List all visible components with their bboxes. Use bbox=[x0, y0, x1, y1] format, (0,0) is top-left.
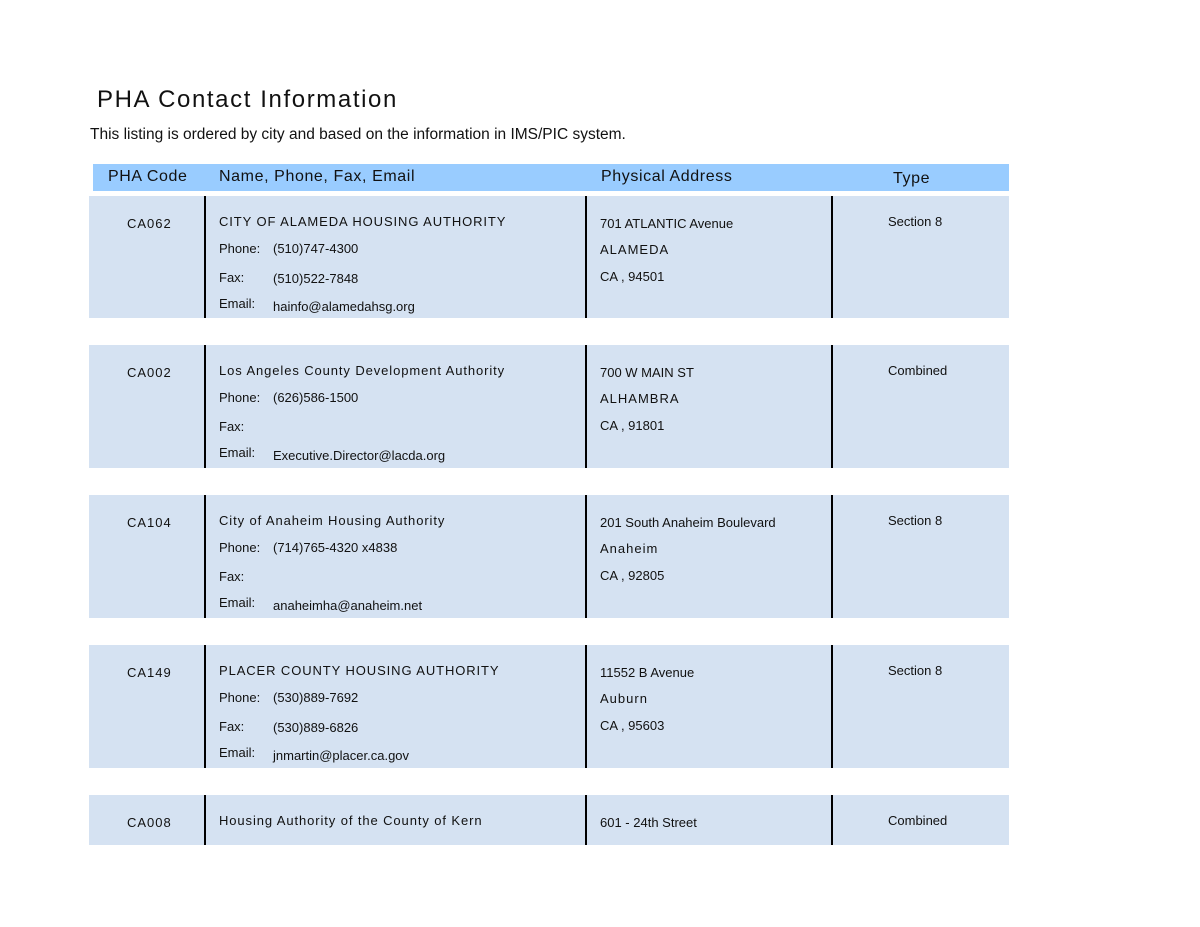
phone-value: (530)889-7692 bbox=[273, 690, 359, 705]
address-state-zip: CA , 94501 bbox=[600, 269, 665, 284]
pha-type: Combined bbox=[888, 813, 948, 828]
address-street: 201 South Anaheim Boulevard bbox=[600, 515, 776, 530]
email-label: Email: bbox=[219, 745, 256, 760]
pha-type: Combined bbox=[888, 363, 948, 378]
column-divider bbox=[831, 196, 833, 318]
email-value: hainfo@alamedahsg.org bbox=[273, 299, 415, 314]
column-divider bbox=[831, 795, 833, 845]
pha-code: CA008 bbox=[127, 815, 172, 830]
column-divider bbox=[585, 196, 587, 318]
fax-label: Fax: bbox=[219, 270, 245, 285]
column-divider bbox=[204, 795, 206, 845]
email-value: anaheimha@anaheim.net bbox=[273, 598, 423, 613]
phone-label: Phone: bbox=[219, 540, 261, 555]
address-city: Auburn bbox=[600, 691, 648, 706]
column-divider bbox=[831, 345, 833, 468]
phone-value: (714)765-4320 x4838 bbox=[273, 540, 398, 555]
pha-code: CA104 bbox=[127, 515, 172, 530]
phone-label: Phone: bbox=[219, 241, 261, 256]
column-divider bbox=[831, 645, 833, 768]
address-state-zip: CA , 92805 bbox=[600, 568, 665, 583]
record-row bbox=[89, 645, 1009, 768]
address-state-zip: CA , 91801 bbox=[600, 418, 665, 433]
address-street: 700 W MAIN ST bbox=[600, 365, 694, 380]
pha-name: Los Angeles County Development Authority bbox=[219, 363, 506, 378]
record-row bbox=[89, 795, 1009, 845]
column-header-name: Name, Phone, Fax, Email bbox=[219, 168, 416, 185]
address-street: 601 - 24th Street bbox=[600, 815, 697, 830]
pha-type: Section 8 bbox=[888, 214, 943, 229]
record-row bbox=[89, 345, 1009, 468]
email-value: Executive.Director@lacda.org bbox=[273, 448, 446, 463]
fax-value: (530)889-6826 bbox=[273, 720, 359, 735]
address-city: ALHAMBRA bbox=[600, 391, 680, 406]
column-divider bbox=[585, 645, 587, 768]
record-row bbox=[89, 196, 1009, 318]
fax-label: Fax: bbox=[219, 419, 245, 434]
column-divider bbox=[204, 345, 206, 468]
address-street: 11552 B Avenue bbox=[600, 665, 695, 680]
column-divider bbox=[585, 495, 587, 618]
pha-type: Section 8 bbox=[888, 663, 943, 678]
pha-name: City of Anaheim Housing Authority bbox=[219, 513, 446, 528]
pha-code: CA062 bbox=[127, 216, 172, 231]
record-row bbox=[89, 495, 1009, 618]
column-divider bbox=[204, 196, 206, 318]
pha-name: PLACER COUNTY HOUSING AUTHORITY bbox=[219, 663, 500, 678]
column-header-type: Type bbox=[893, 170, 931, 187]
page-title: PHA Contact Information bbox=[97, 86, 398, 113]
email-label: Email: bbox=[219, 595, 256, 610]
fax-label: Fax: bbox=[219, 719, 245, 734]
phone-label: Phone: bbox=[219, 390, 261, 405]
fax-label: Fax: bbox=[219, 569, 245, 584]
pha-code: CA149 bbox=[127, 665, 172, 680]
phone-label: Phone: bbox=[219, 690, 261, 705]
phone-value: (510)747-4300 bbox=[273, 241, 359, 256]
column-header-code: PHA Code bbox=[108, 168, 188, 185]
fax-value: (510)522-7848 bbox=[273, 271, 359, 286]
column-divider bbox=[585, 345, 587, 468]
email-value: jnmartin@placer.ca.gov bbox=[273, 748, 410, 763]
pha-name: Housing Authority of the County of Kern bbox=[219, 813, 483, 828]
email-label: Email: bbox=[219, 296, 256, 311]
address-state-zip: CA , 95603 bbox=[600, 718, 665, 733]
column-divider bbox=[585, 795, 587, 845]
page-subtitle: This listing is ordered by city and based on the information in IMS/PIC system. bbox=[90, 126, 626, 143]
table-header bbox=[93, 164, 1009, 191]
column-header-address: Physical Address bbox=[601, 168, 733, 185]
address-city: ALAMEDA bbox=[600, 242, 670, 257]
pha-name: CITY OF ALAMEDA HOUSING AUTHORITY bbox=[219, 214, 507, 229]
phone-value: (626)586-1500 bbox=[273, 390, 359, 405]
column-divider bbox=[204, 495, 206, 618]
address-street: 701 ATLANTIC Avenue bbox=[600, 216, 734, 231]
column-divider bbox=[204, 645, 206, 768]
email-label: Email: bbox=[219, 445, 256, 460]
pha-code: CA002 bbox=[127, 365, 172, 380]
address-city: Anaheim bbox=[600, 541, 659, 556]
column-divider bbox=[831, 495, 833, 618]
pha-type: Section 8 bbox=[888, 513, 943, 528]
